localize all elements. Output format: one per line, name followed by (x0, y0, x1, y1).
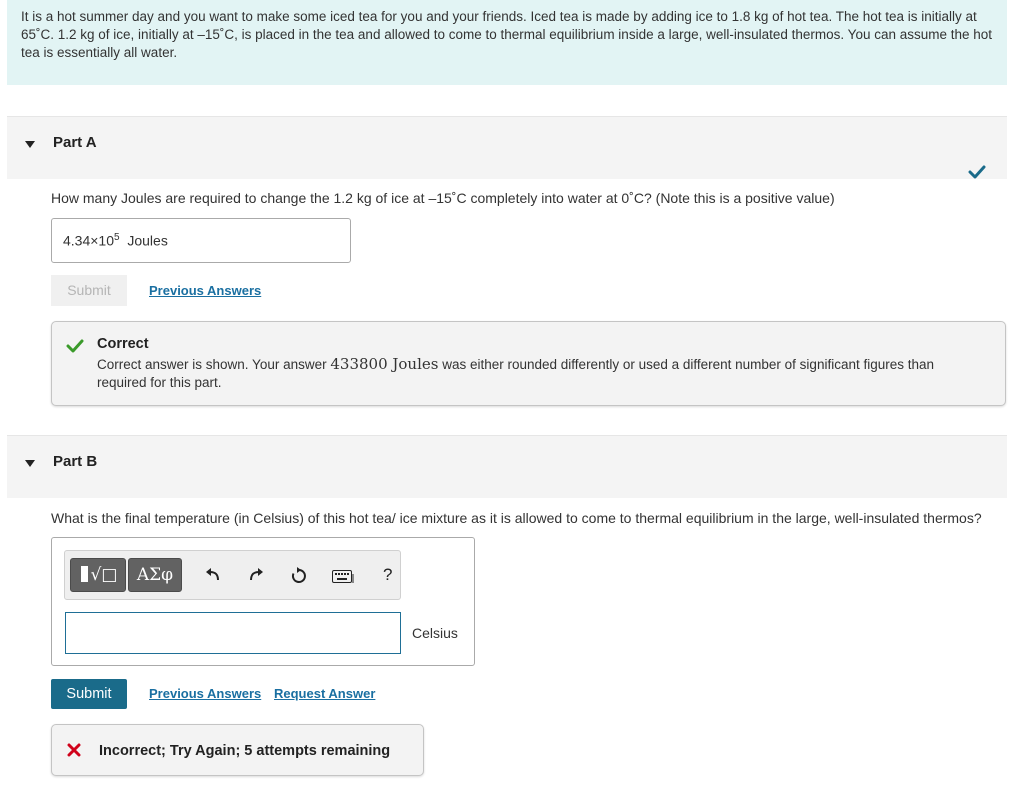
part-a-feedback-correct (51, 321, 1006, 406)
templates-label: √□ (90, 565, 118, 585)
help-icon[interactable]: ? (383, 565, 393, 584)
incorrect-x-icon (67, 743, 81, 757)
part-a-question: How many Joules are required to change the 1.2 kg of ice at –15˚C completely into water at 0˚C? (Note this is a positive value) (51, 190, 835, 206)
feedback-text-before: Correct answer is shown. Your answer (97, 357, 331, 372)
part-a-submit-button: Submit (51, 275, 127, 306)
part-b-title: Part B (53, 453, 98, 470)
reset-icon[interactable] (290, 567, 308, 585)
part-a-title: Part A (53, 134, 97, 151)
request-answer-link[interactable]: Request Answer (274, 686, 376, 701)
feedback-title: Correct (97, 336, 149, 352)
part-a-header[interactable] (7, 116, 1007, 179)
collapse-triangle-icon[interactable] (25, 460, 35, 467)
feedback-message: Incorrect; Try Again; 5 attempts remaining (99, 743, 391, 759)
cursor-block-icon (81, 566, 88, 582)
correct-checkmark-icon (66, 339, 84, 353)
answer-mantissa: 4.34×10 (63, 232, 114, 249)
templates-button[interactable] (70, 558, 126, 592)
undo-icon[interactable] (205, 567, 221, 583)
keyboard-icon[interactable] (332, 570, 354, 584)
redo-icon[interactable] (248, 567, 264, 583)
feedback-body (97, 355, 987, 392)
math-toolbar (64, 550, 401, 600)
part-b-submit-button[interactable]: Submit (51, 679, 127, 709)
feedback-text-after: was either rounded differently or used a different number of significant figures than required for this part. (97, 357, 935, 390)
part-b-feedback-incorrect (51, 724, 424, 776)
answer-unit: Joules (127, 232, 168, 249)
part-b-header[interactable] (7, 435, 1007, 498)
part-a-answer-display (51, 218, 351, 263)
symbols-button[interactable]: ΑΣφ (128, 558, 182, 592)
part-b-previous-answers-link[interactable]: Previous Answers (149, 686, 262, 701)
problem-text: It is a hot summer day and you want to make some iced tea for you and your friends. Iced tea is made by adding ice to 1.8 kg of hot tea. The hot tea is initially at 65˚C. 1.2 kg of ice, initially at –15˚C, is placed in the tea and allowed to come to thermal equilibrium inside a large, well-insulated thermos. You can assume the hot tea is essentially all water. (21, 9, 993, 60)
unit-label: Celsius (412, 625, 458, 641)
part-a-checkmark-icon (968, 165, 986, 179)
part-a-previous-answers-link[interactable]: Previous Answers (149, 283, 262, 298)
answer-exponent: 5 (114, 232, 120, 243)
part-b-question: What is the final temperature (in Celsius) of this hot tea/ ice mixture as it is allowed to come to thermal equilibrium in the large, well-insulated thermos? (51, 510, 982, 526)
math-answer-editor (51, 537, 475, 666)
feedback-answer-value: 433800 Joules (330, 355, 439, 373)
collapse-triangle-icon[interactable] (25, 141, 35, 148)
part-b-answer-input[interactable] (65, 612, 401, 654)
problem-statement (7, 0, 1007, 85)
